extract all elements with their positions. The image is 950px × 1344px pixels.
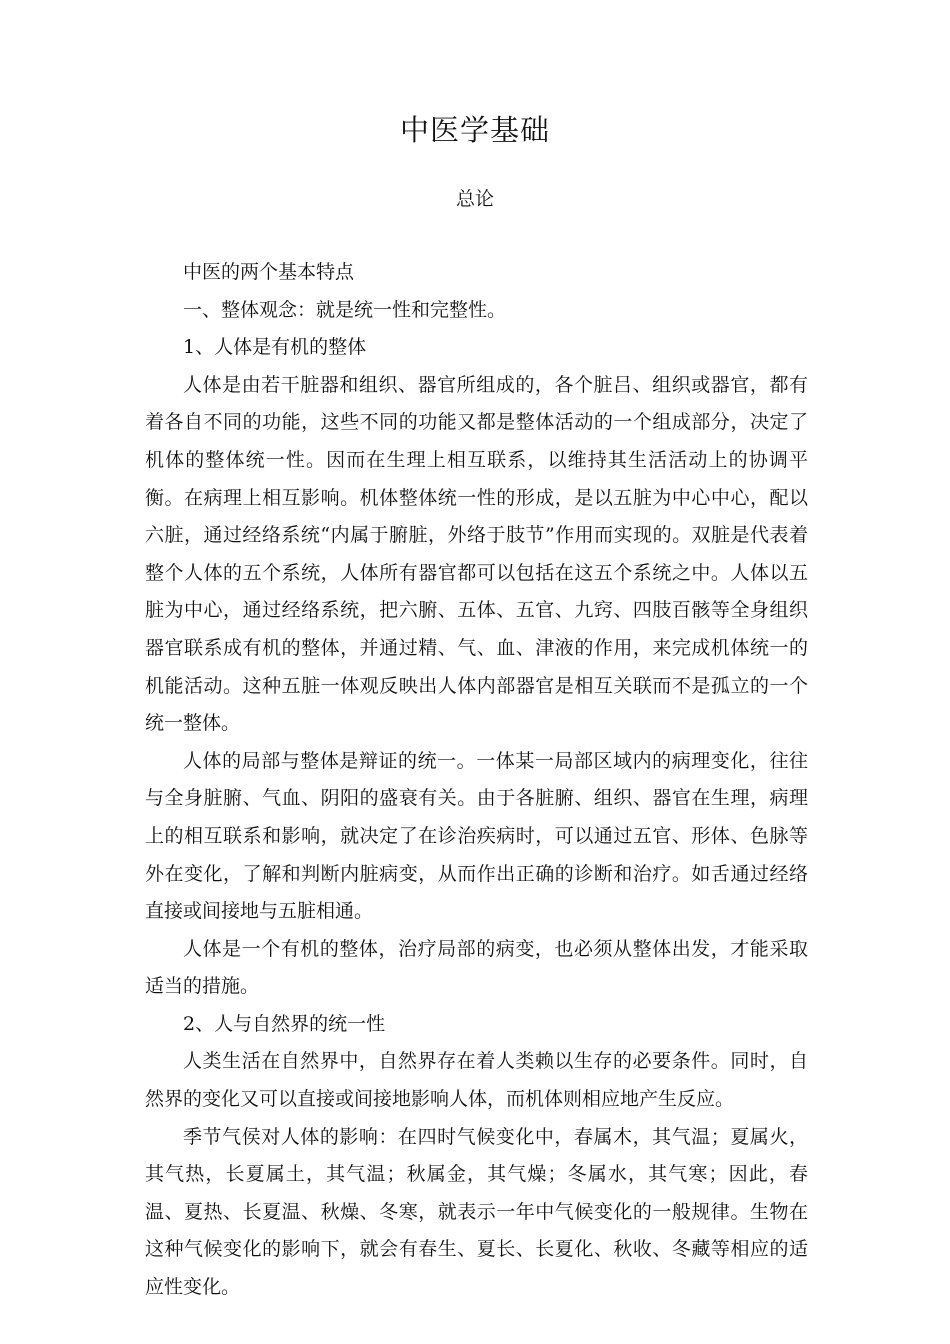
heading-human-nature-unity: 2、人与自然界的统一性 <box>183 1012 386 1035</box>
heading-two-characteristics: 中医的两个基本特点 <box>183 261 355 283</box>
body-paragraph: 人体是一个有机的整体，治疗局部的病变，也必须从整体出发，才能采取适当的措施。 <box>145 937 808 998</box>
document-title: 中医学基础 <box>399 113 550 147</box>
body-paragraph: 人类生活在自然界中，自然界存在着人类赖以生存的必要条件。同时，自然界的变化又可以直接或间接地影响人体，而机体则相应地产生反应。 <box>145 1050 808 1111</box>
heading-holism: 一、整体观念：就是统一性和完整性。 <box>183 298 507 321</box>
body-paragraph: 季节气侯对人体的影响：在四时气候变化中，春属木，其气温；夏属火，其气热，长夏属土，其气温；秋属金，其气燥；冬属水，其气寒；因此，春温、夏热、长夏温、秋燥、冬寒，就表示一年中气候变化的一般规律。生物在这种气候变化的影响下，就会有春生、夏长、长夏化、秋收、冬藏等相应的适应性变化。 <box>145 1125 808 1299</box>
section-title: 总论 <box>455 188 494 210</box>
document-body <box>145 254 808 1307</box>
body-paragraph: 人体是由若干脏器和组织、器官所组成的，各个脏吕、组织或器官，都有着各自不同的功能，这些不同的功能又都是整体活动的一个组成部分，决定了机体的整体统一性。因而在生理上相互联系，以维持其生活活动上的协调平衡。在病理上相互影响。机体整体统一性的形成，是以五脏为中心中心，配以六脏，通过经络系统“内属于腑脏，外络于肢节”作用而实现的。双脏是代表着整个人体的五个系统，人体所有器官都可以包括在这五个系统之中。人体以五脏为中心，通过经络系统，把六腑、五体、五官、九窍、四肢百骸等全身组织器官联系成有机的整体，并通过精、气、血、津液的作用，来完成机体统一的机能活动。这种五脏一体观反映出人体内部器官是相互关联而不是孤立的一个统一整体。 <box>145 373 808 735</box>
body-paragraph: 人体的局部与整体是辩证的统一。一体某一局部区域内的病理变化，往往与全身脏腑、气血、阴阳的盛衰有关。由于各脏腑、组织、器官在生理，病理上的相互联系和影响，就决定了在诊治疾病时，可以通过五官、形体、色脉等外在变化，了解和判断内脏病变，从而作出正确的诊断和治疗。如舌通过经络直接或间接地与五脏相通。 <box>145 749 808 923</box>
heading-organic-whole: 1、人体是有机的整体 <box>183 336 367 359</box>
